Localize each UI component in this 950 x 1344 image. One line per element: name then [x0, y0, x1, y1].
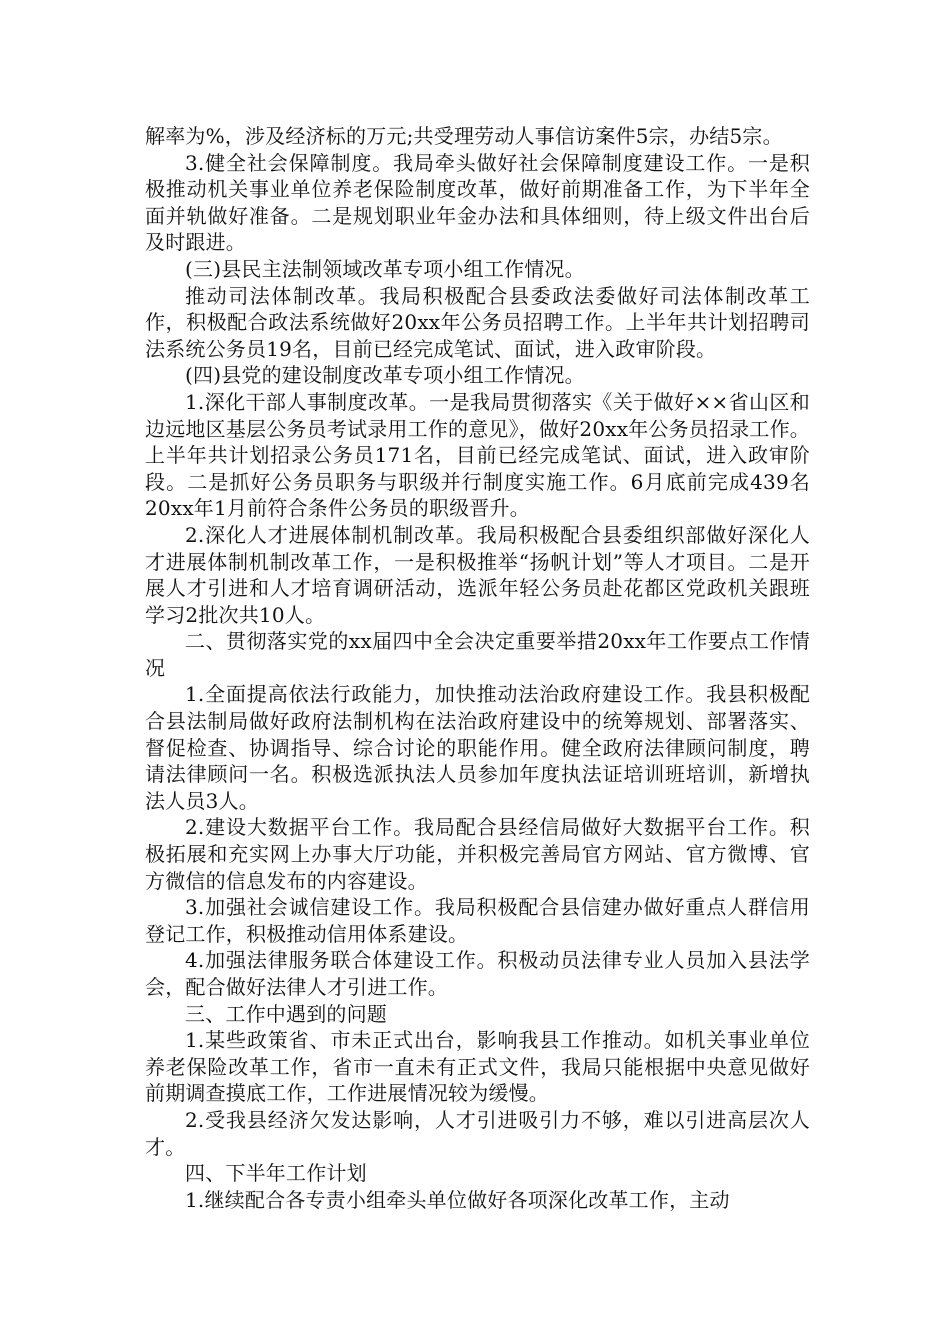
paragraph: 3.加强社会诚信建设工作。我局积极配合县信建办做好重点人群信用登记工作，积极推动信用体系建设。: [145, 895, 810, 946]
section-heading: (三)县民主法制领域改革专项小组工作情况。: [185, 256, 585, 281]
section-heading: 四、下半年工作计划: [185, 1161, 367, 1186]
paragraph: 3.健全社会保障制度。我局牵头做好社会保障制度建设工作。一是积极推动机关事业单位养老保险制度改革，做好前期准备工作，为下半年全面并轨做好准备。二是规划职业年金办法和具体细则，待上级文件出台后及时跟进。: [145, 150, 810, 255]
paragraph: 1.深化干部人事制度改革。一是我局贯彻落实《关于做好××省山区和边远地区基层公务员考试录用工作的意见》，做好20xx年公务员招录工作。上半年共计划招录公务员171名，目前已经完成笔试、面试，进入政审阶段。二是抓好公务员职务与职级并行制度实施工作。6月底前完成439名20xx年1月前符合条件公务员的职级晋升。: [145, 389, 811, 521]
paragraph: 1.某些政策省、市未正式出台，影响我县工作推动。如机关事业单位养老保险改革工作，省市一直未有正式文件，我局只能根据中央意见做好前期调查摸底工作，工作进展情况较为缓慢。: [145, 1028, 810, 1106]
paragraph: 推动司法体制改革。我局积极配合县委政法委做好司法体制改革工作，积极配合政法系统做好20xx年公务员招聘工作。上半年共计划招聘司法系统公务员19名，目前已经完成笔试、面试，进入政审阶段。: [145, 283, 810, 361]
section-heading: 二、贯彻落实党的xx届四中全会决定重要举措20xx年工作要点工作情况: [145, 629, 810, 680]
section-heading: (四)县党的建设制度改革专项小组工作情况。: [185, 363, 585, 388]
paragraph: 2.深化人才进展体制机制改革。我局积极配合县委组织部做好深化人才进展体制机制改革工作，一是积极推举“扬帆计划”等人才项目。二是开展人才引进和人才培育调研活动，选派年轻公务员赴花都区党政机关跟班学习2批次共10人。: [145, 522, 810, 627]
document-body: [145, 123, 810, 1213]
paragraph: 解率为%，涉及经济标的万元;共受理劳动人事信访案件5宗，办结5宗。: [145, 124, 783, 148]
paragraph: 2.受我县经济欠发达影响，人才引进吸引力不够，难以引进高层次人才。: [145, 1107, 810, 1159]
paragraph: 1.继续配合各专责小组牵头单位做好各项深化改革工作，主动: [185, 1187, 730, 1212]
paragraph: 4.加强法律服务联合体建设工作。积极动员法律专业人员加入县法学会，配合做好法律人才引进工作。: [145, 948, 810, 999]
paragraph: 2.建设大数据平台工作。我局配合县经信局做好大数据平台工作。积极拓展和充实网上办事大厅功能，并积极完善局官方网站、官方微博、官方微信的信息发布的内容建设。: [145, 815, 810, 893]
paragraph: 1.全面提高依法行政能力，加快推动法治政府建设工作。我县积极配合县法制局做好政府法制机构在法治政府建设中的统筹规划、部署落实、督促检查、协调指导、综合讨论的职能作用。健全政府法律顾问制度，聘请法律顾问一名。积极选派执法人员参加年度执法证培训班培训，新增执法人员3人。: [145, 682, 810, 813]
section-heading: 三、工作中遇到的问题: [185, 1001, 387, 1026]
